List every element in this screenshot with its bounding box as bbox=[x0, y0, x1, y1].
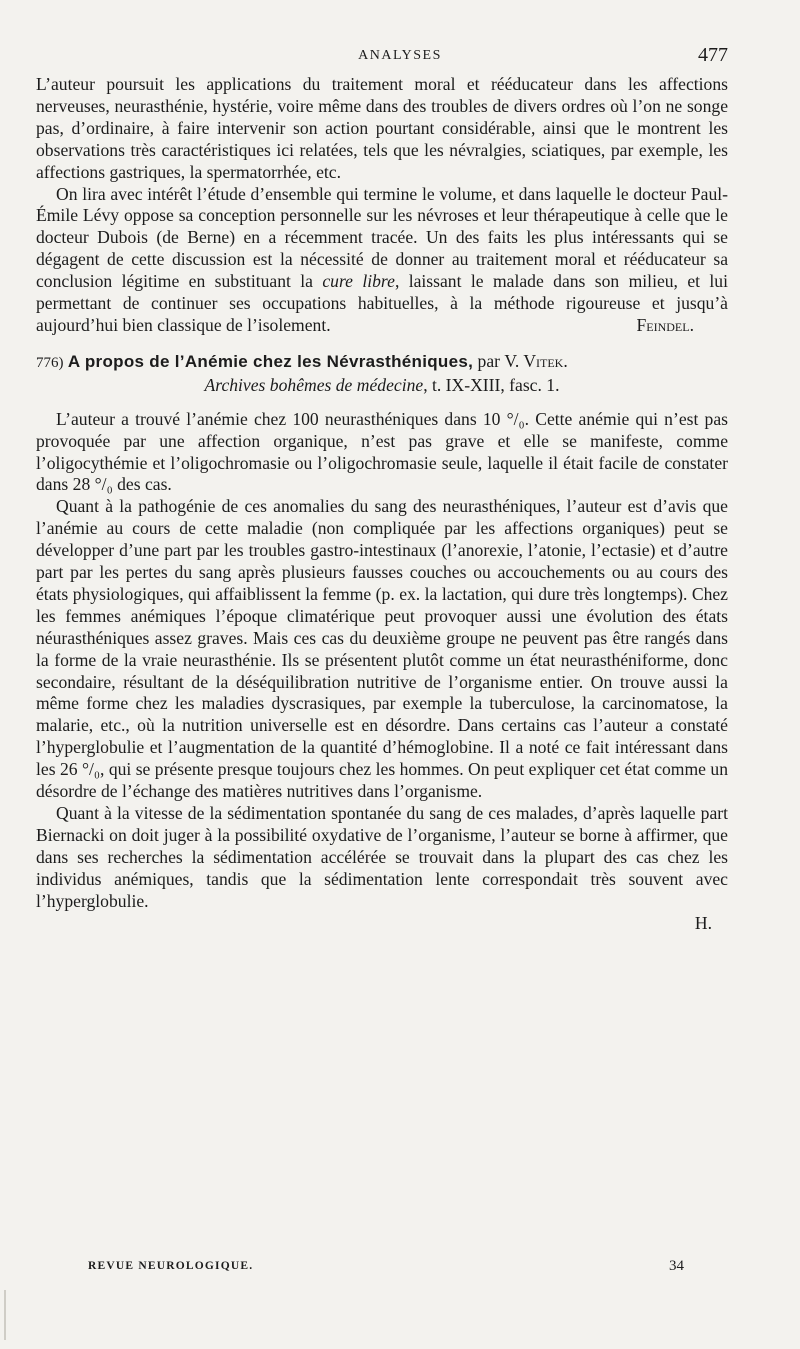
paragraph-discussion bbox=[36, 184, 728, 337]
abstract-source bbox=[36, 375, 728, 397]
abstract-title: A propos de l’Anémie chez les Névrasthéniques, bbox=[67, 351, 474, 371]
cure-libre-italic: cure libre bbox=[322, 271, 395, 292]
body-text bbox=[36, 74, 728, 934]
paragraph-text-b: , laissant le malade dans son milieu, et lui permettant de continuer ses occupations habituelles, à la méthode rigoureuse et jusqu’à aujourd’hui bien classique de l’isolement. bbox=[36, 271, 728, 335]
abstract-paragraph-2: Quant à la pathogénie de ces anomalies du sang des neurasthéniques, l’auteur est d’avis que l’anémie au cours de cette maladie (non compliquée par les affections organiques) peut se développer d’une part par les troubles gastro-intestinaux (l’anorexie, l’atonie, l’ectasie) et d’autre part par les pertes du sang après plusieurs fausses couches ou accouchements ou au cours des états physiologiques, qui affaiblissent la femme (p. ex. la lactation, qui dure très longtemps). Chez les femmes anémiques l’époque climatérique peut provoquer aussi une évolution des états néurasthéniques assez graves. Mais ces cas du deuxième groupe ne peuvent pas être rangés dans la forme de la vraie neurasthénie. Ils se présentent plutôt comme un état neurasthéniforme, donc secondaire, résultant de la déséquilibration nutritive de l’organisme entier. On trouve aussi la même forme chez les maladies dyscrasiques, par exemple la tuberculose, la carcinomatose, la malarie, etc., où la nutrition universelle est en désordre. Dans certains cas l’auteur a constaté l’hyperglobulie et l’augmentation de la quantité d’hémoglobine. Il a noté ce fait intéressant dans les 26 °/₀, qui se présente presque toujours chez les hommes. On peut expliquer cet état comme un désordre de l’échange des matières nutritives dans l’organisme. bbox=[36, 496, 728, 802]
abstract-author: V. Vitek. bbox=[504, 350, 568, 371]
abstract-paragraph-1: L’auteur a trouvé l’anémie chez 100 neurasthéniques dans 10 °/₀. Cette anémie qui n’est pas provoquée par une affection organique, n’est pas grave et elle se manifeste, comme l’oligocythémie et l’oligochromasie ou l’oligochromasie seule, laquelle il était facile de constater dans 28 °/₀ des cas. bbox=[36, 408, 728, 495]
source-journal: Archives bohêmes de médecine bbox=[204, 374, 424, 395]
reviewer-signature: Feindel. bbox=[636, 314, 694, 335]
paragraph-continuation: L’auteur poursuit les applications du traitement moral et rééducateur dans les affections nerveuses, neurasthénie, hystérie, voire même dans des troubles de divers ordres où l’on ne songe pas, d’ordinaire, à faire intervenir son action pourtant considérable, ainsi que le montrent les observations très caractéristiques ici relatées, tels que les névralgies, sciatiques, par exemple, les affections gastriques, la spermatorrhée, etc. bbox=[36, 74, 728, 182]
paragraph-text-a: On lira avec intérêt l’étude d’ensemble qui termine le volume, et dans laquelle le docteur Paul-Émile Lévy oppose sa conception personnelle sur les névroses et leur thérapeutique à celle que le docteur Dubois (de Berne) en a récemment tracée. Un des faits les plus intéressants qui se dégagent de cette discussion est la nécessité de donner au traitement moral et rééducateur sa conclusion légitime en substituant la bbox=[36, 183, 728, 292]
abstract-number: 776) bbox=[36, 354, 64, 371]
page-edge-shadow bbox=[4, 1290, 6, 1340]
abstract-heading bbox=[36, 351, 728, 397]
source-details: , t. IX-XIII, fasc. 1. bbox=[423, 374, 560, 395]
abstract-by: par bbox=[473, 350, 505, 371]
running-head bbox=[0, 44, 800, 68]
journal-name: REVUE NEUROLOGIQUE. bbox=[88, 1260, 254, 1272]
abstract-paragraph-3: Quant à la vitesse de la sédimentation spontanée du sang de ces malades, d’après laquelle part Biernacki on doit juger à la possibilité oxydative de l’organisme, l’auteur se borne à affirmer, que dans ses recherches la sédimentation accélérée se trouvait dans la plupart des cas chez les individus anémiques, tandis que la sédimentation lente correspondait très souvent avec l’hyperglobulie. bbox=[36, 803, 728, 911]
abstract-reviewer-initial: H. bbox=[694, 912, 712, 933]
signature-mark: 34 bbox=[669, 1258, 684, 1274]
running-title: ANALYSES bbox=[358, 48, 442, 63]
page-footer bbox=[0, 1260, 800, 1282]
page-number: 477 bbox=[698, 44, 728, 66]
